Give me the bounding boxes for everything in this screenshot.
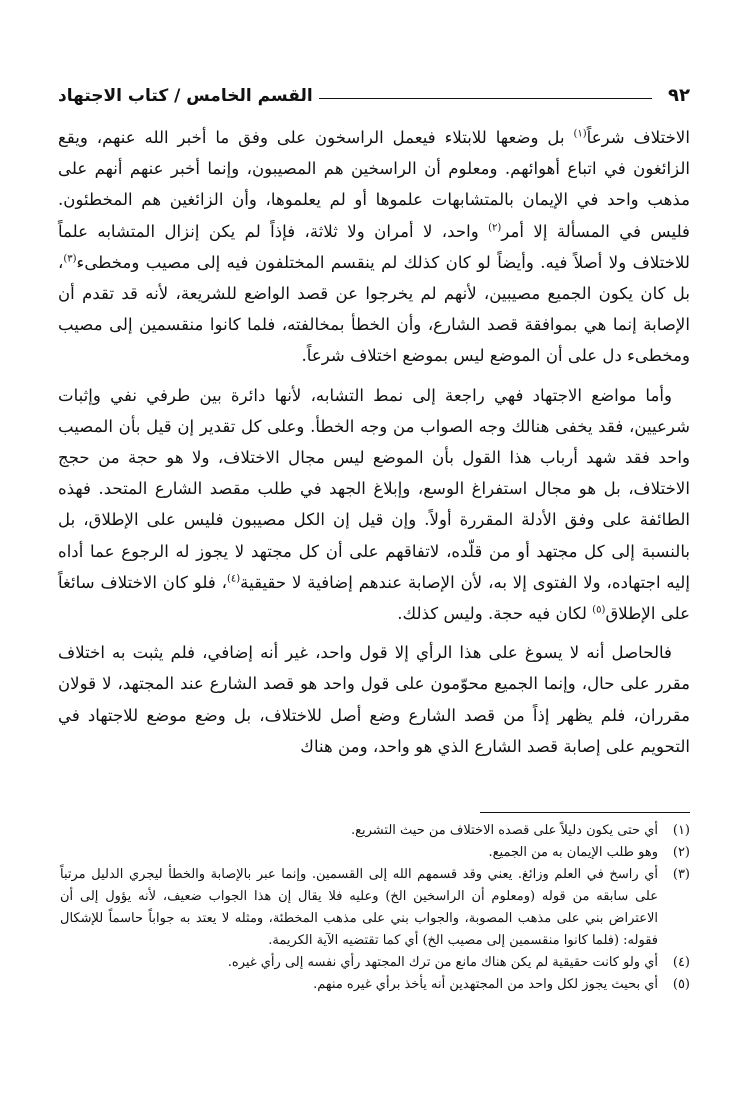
footnote-number: (٥) (672, 977, 690, 992)
text-run: فالحاصل أنه لا يسوغ على هذا الرأي إلا قول واحد، غير أنه إضافي، فلم يثبت به اختلاف مقرر على حال، وإنما الجميع محوّمون على قول واحد هو قصد الشارع عند المجتهد، لا قولان مقرران، فلم يظهر إذاً من قصد الشارع وضع أصل للاختلاف، بل وضع موضع للاجتهاد في التحويم على إصابة قصد الشارع الذي هو واحد، ومن هناك (58, 643, 690, 756)
footnote-text: وهو طلب الإيمان به من الجميع. (488, 845, 658, 860)
footnote-number: (٣) (672, 867, 690, 882)
text-run: الاختلاف شرعاً (586, 128, 690, 147)
header-title: القسم الخامس / كتاب الاجتهاد (58, 86, 313, 106)
text-run: لكان فيه حجة. وليس كذلك. (397, 604, 593, 624)
footnote-text: أي راسخ في العلم وزائغ. يعني وقد قسمهم الله إلى القسمين. وإنما عبر بالإصابة والخطأ ليجري الدليل مرتباً على سابقه من قوله (ومعلوم أن الراسخين الخ) وعليه فلا يقال إن هذا الجواب ضعيف، لأنه يؤول إلى أن الاعتراض بني على مذهب المصوبة، والجواب بني على مذهب المخطئة، ومثله لا يعتد به جواباً حاسماً للإشكال فقوله: (فلما كانوا منقسمين إلى مصيب الخ) أي كما تقتضيه الآية الكريمة. (60, 867, 658, 948)
text-run: واحد، لا أمران ولا ثلاثة، فإذاً لم يكن إنزال المتشابه علماً للاختلاف ولا أصلاً فيه. وأيضاً لو كان كذلك لم ينقسم المختلفون فيه إلى مصيب ومخطىء (58, 221, 690, 272)
footnote-ref[interactable]: (٣) (63, 253, 77, 265)
footnote-ref[interactable]: (٢) (488, 222, 502, 234)
text-run: ، بل كان يكون الجميع مصيبين، لأنهم لم يخرجوا عن قصد الواضع للشريعة، لأنه قد تقدم أن الإصابة إنما هي بموافقة قصد الشارع، وأن الخطأ بمخالفته، فلما كانوا منقسمين إلى مصيب ومخطىء دل على أن الموضع ليس بموضع اختلاف شرعاً. (58, 252, 690, 366)
footnote-text: أي ولو كانت حقيقية لم يكن هناك مانع من ترك المجتهد رأي نفسه إلى رأي غيره. (227, 955, 658, 970)
main-text (58, 122, 690, 770)
footnote-ref[interactable]: (٤) (226, 573, 241, 585)
footnote-ref[interactable]: (١) (573, 128, 587, 140)
text-run: ، فلو كان الاختلاف سائغاً على الإطلاق (58, 572, 690, 624)
footnote-text: أي بحيث يجوز لكل واحد من المجتهدين أنه يأخذ برأي غيره منهم. (313, 977, 658, 992)
footnote (60, 952, 690, 974)
text-run: بل وضعها للابتلاء فيعمل الراسخون على وفق ما أخبر الله عنهم، ويقع الزائغون في اتباع أهوائهم. ومعلوم أن الراسخين هم المصيبون، وإنما أخبر عنهم أنهم على مذهب واحد في الإيمان بالمتشابهات علموها أو لم يعلموها، وأن الزائغين هم المخطئون. فليس في المسألة إلا أمر (58, 128, 690, 241)
footnote (60, 842, 690, 864)
footnote-text: أي حتى يكون دليلاً على قصده الاختلاف من حيث التشريع. (350, 823, 658, 838)
header-rule (319, 98, 652, 99)
page-number: ٩٢ (668, 85, 690, 106)
paragraph (58, 637, 690, 762)
paragraph (58, 122, 690, 372)
paragraph (58, 380, 690, 630)
footnote-ref[interactable]: (٥) (592, 604, 606, 616)
text-run: وأما مواضع الاجتهاد فهي راجعة إلى نمط التشابه، لأنها دائرة بين طرفي نفي وإثبات شرعيين، فقد يخفى هنالك وجه الصواب من وجه الخطأ. وعلى كل تقدير إن قيل بأن المصيب واحد فقد شهد أرباب هذا القول بأن الموضع ليس مجال الاختلاف، ولا هو حجة من حجج الاختلاف، بل هو مجال استفراغ الوسع، وإبلاغ الجهد في طلب مقصد الشارع المتحد. فهذه الطائفة على وفق الأدلة المقررة أولاً. وإن قيل إن الكل مصيبون فليس على الإطلاق، بل بالنسبة إلى كل مجتهد أو من قلّده، لاتفاقهم على أن كل مجتهد لا يجوز له الرجوع عما أداه إليه اجتهاده، ولا الفتوى إلا به، لأن الإصابة عندهم إضافية لا حقيقية (58, 385, 690, 592)
running-header (58, 78, 690, 106)
footnote (60, 820, 690, 842)
footnote-number: (٢) (672, 845, 690, 860)
footnotes (60, 820, 690, 996)
footnote-separator (480, 812, 690, 813)
footnote-number: (١) (672, 823, 690, 838)
footnote (60, 864, 690, 952)
footnote (60, 974, 690, 996)
footnote-number: (٤) (672, 955, 690, 970)
